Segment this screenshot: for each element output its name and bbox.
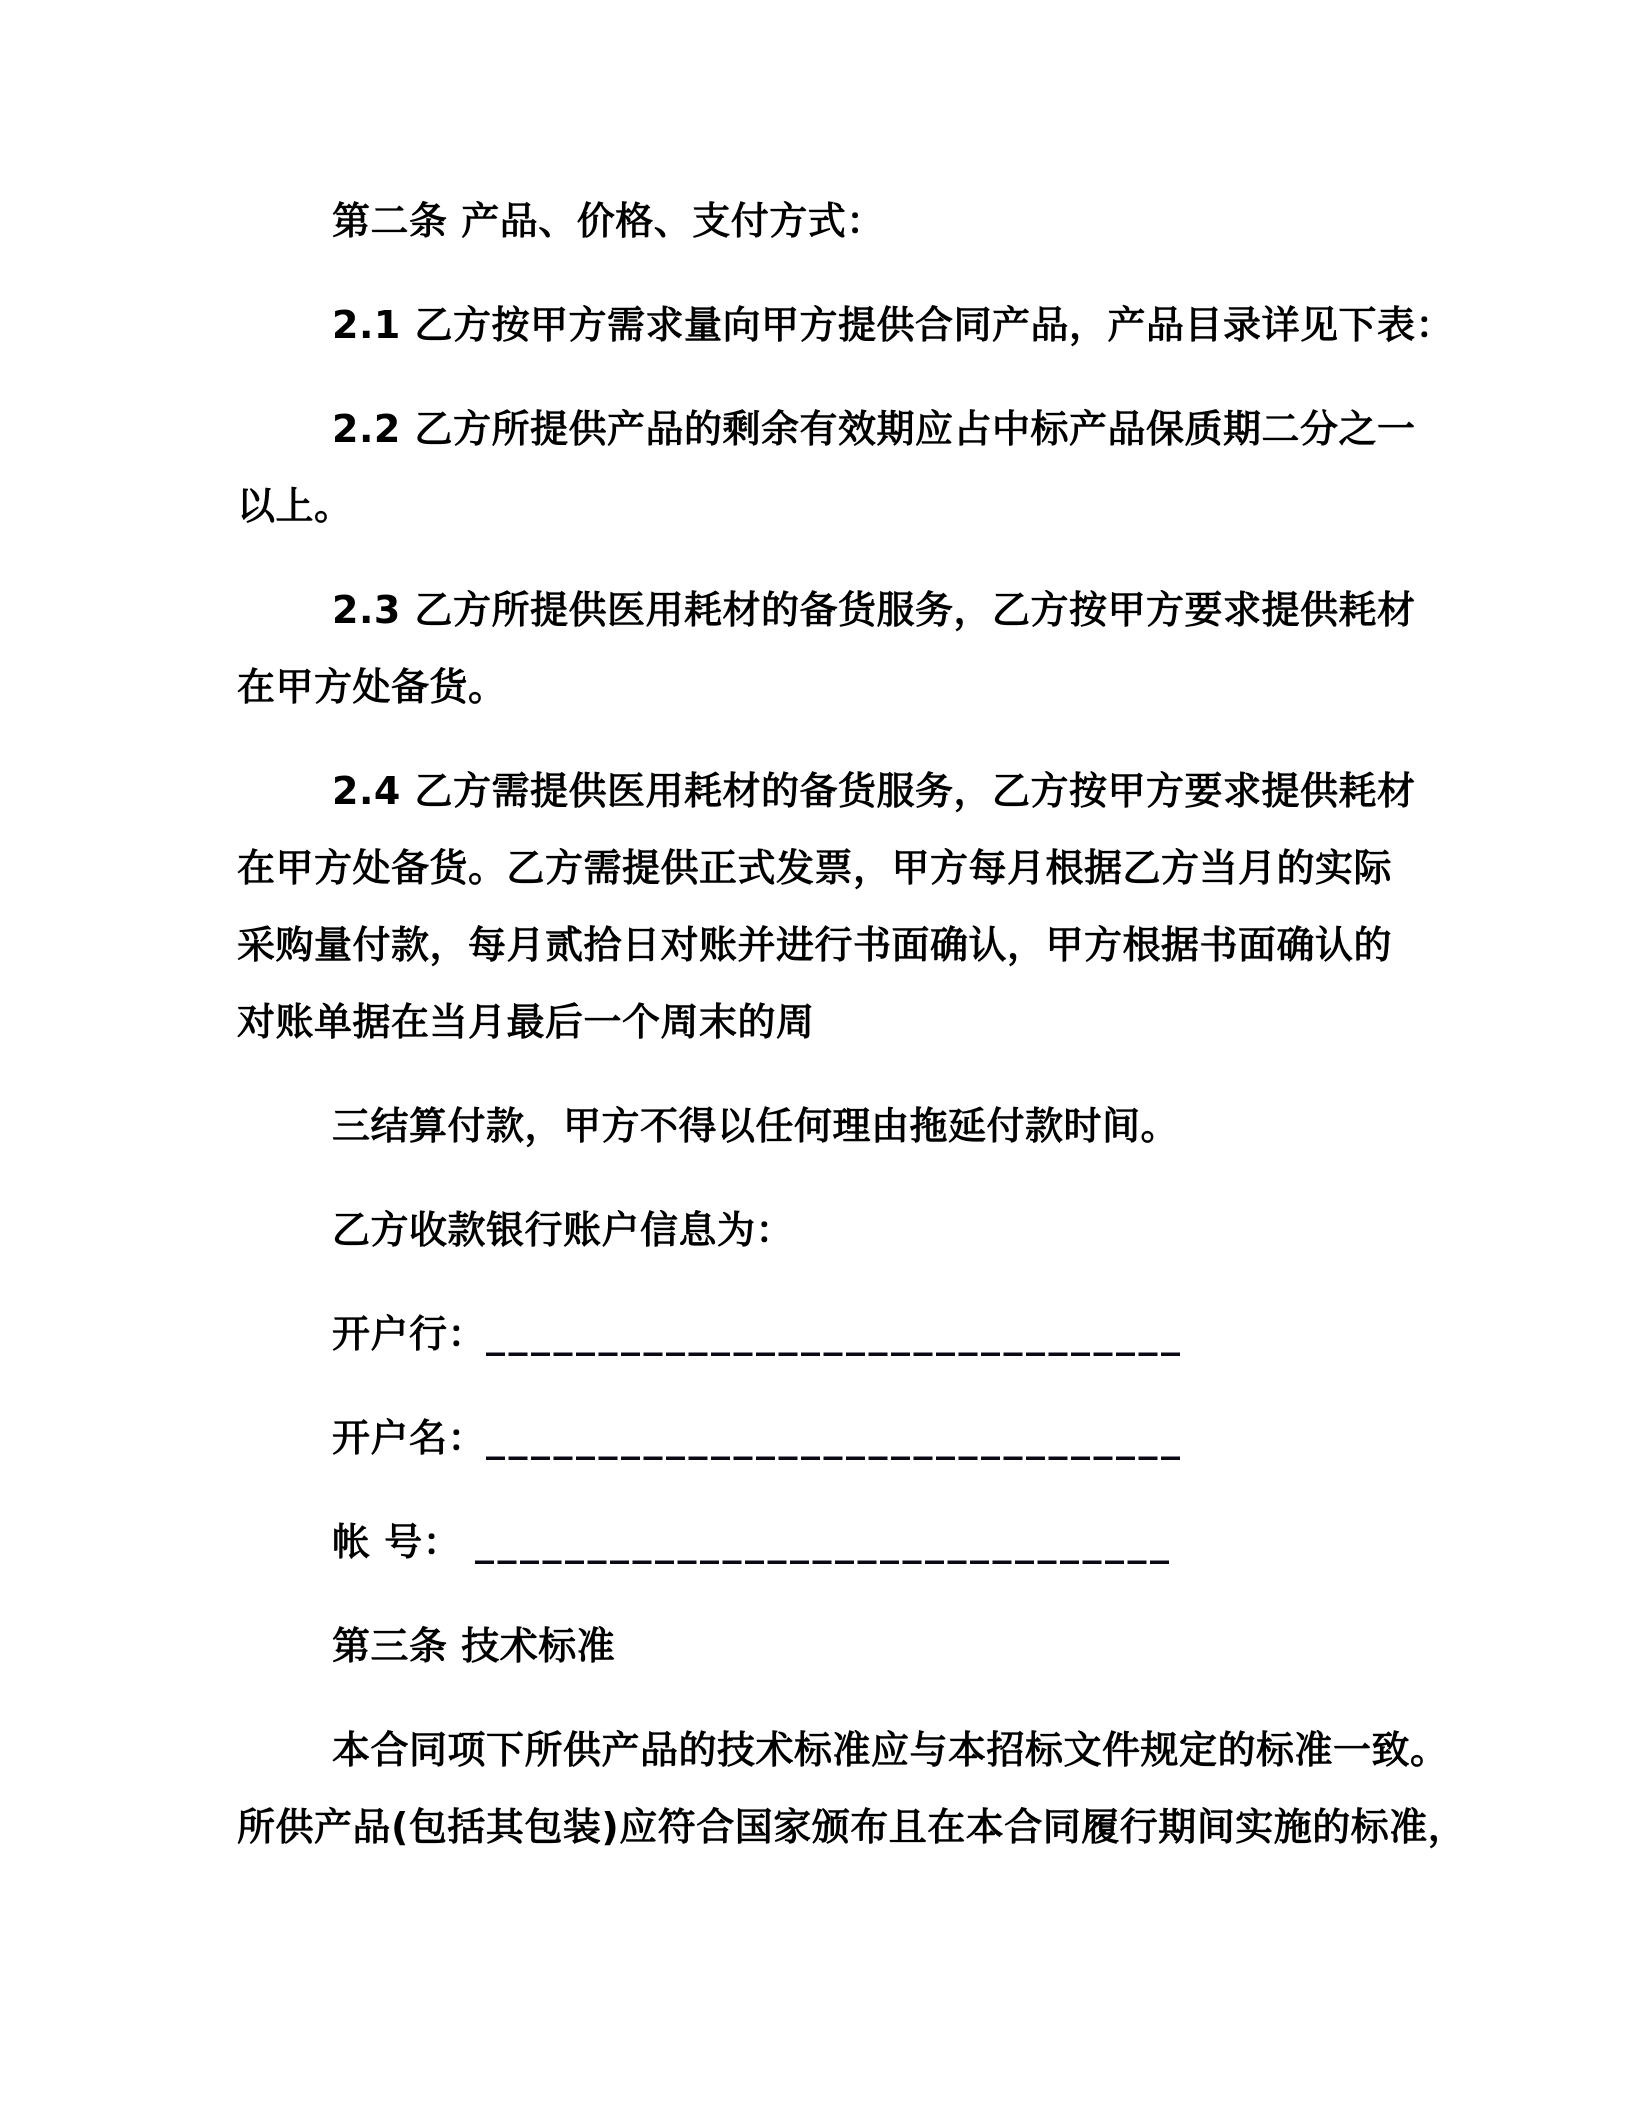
account-number-field-label: 帐 号：	[332, 1520, 475, 1564]
account-number-field	[237, 1504, 1452, 1581]
clause-2-3	[237, 572, 1452, 649]
settlement-clause-text: 三结算付款，甲方不得以任何理由拖延付款时间。	[332, 1104, 1180, 1148]
clause-2-1	[237, 287, 1455, 364]
bank-name-field	[237, 1296, 1452, 1373]
article-2-heading	[237, 183, 1452, 260]
clause-2-4-continuation-2	[237, 907, 1452, 984]
article-2-heading-text: 第二条 产品、价格、支付方式：	[332, 199, 885, 243]
account-name-field-blank-line: _______________________________	[486, 1416, 1184, 1460]
article-3-body-2-text: 所供产品(包括其包装)应符合国家颁布且在本合同履行期间实施的标准，	[237, 1805, 1467, 1849]
clause-2-4-continuation-1	[237, 830, 1452, 907]
contract-text-block	[237, 183, 1467, 1866]
bank-name-field-blank-line: _______________________________	[486, 1312, 1184, 1356]
article-3-heading	[237, 1608, 1452, 1685]
clause-2-3-text: 2.3 乙方所提供医用耗材的备货服务，乙方按甲方要求提供耗材	[332, 588, 1416, 632]
clause-2-3-continuation-text: 在甲方处备货。	[237, 665, 507, 709]
article-3-body-1	[237, 1712, 1452, 1789]
clause-2-2	[237, 391, 1452, 468]
settlement-clause	[237, 1088, 1452, 1165]
article-3-heading-text: 第三条 技术标准	[332, 1624, 616, 1668]
bank-account-intro-text: 乙方收款银行账户信息为：	[332, 1208, 795, 1252]
clause-2-1-text: 2.1 乙方按甲方需求量向甲方提供合同产品，产品目录详见下表：	[332, 303, 1455, 347]
article-3-body-2	[237, 1789, 1467, 1866]
article-3-body-1-text: 本合同项下所供产品的技术标准应与本招标文件规定的标准一致。	[332, 1728, 1449, 1772]
clause-2-4-text: 2.4 乙方需提供医用耗材的备货服务，乙方按甲方要求提供耗材	[332, 769, 1416, 813]
clause-2-2-text: 2.2 乙方所提供产品的剩余有效期应占中标产品保质期二分之一	[332, 407, 1416, 451]
bank-name-field-label: 开户行：	[332, 1312, 487, 1356]
account-name-field-label: 开户名：	[332, 1416, 487, 1460]
clause-2-4	[237, 753, 1452, 830]
clause-2-4-continuation-1-text: 在甲方处备货。乙方需提供正式发票，甲方每月根据乙方当月的实际	[237, 846, 1393, 890]
clause-2-2-continuation-text: 以上。	[237, 484, 353, 528]
clause-2-2-continuation	[237, 468, 1452, 545]
clause-2-3-continuation	[237, 649, 1452, 726]
clause-2-4-continuation-3	[237, 984, 1452, 1061]
account-number-field-blank-line: _______________________________	[474, 1520, 1173, 1564]
clause-2-4-continuation-2-text: 采购量付款，每月贰拾日对账并进行书面确认，甲方根据书面确认的	[237, 923, 1393, 967]
bank-account-intro	[237, 1192, 1452, 1269]
account-name-field	[237, 1400, 1452, 1477]
clause-2-4-continuation-3-text: 对账单据在当月最后一个周末的周	[237, 1000, 815, 1044]
